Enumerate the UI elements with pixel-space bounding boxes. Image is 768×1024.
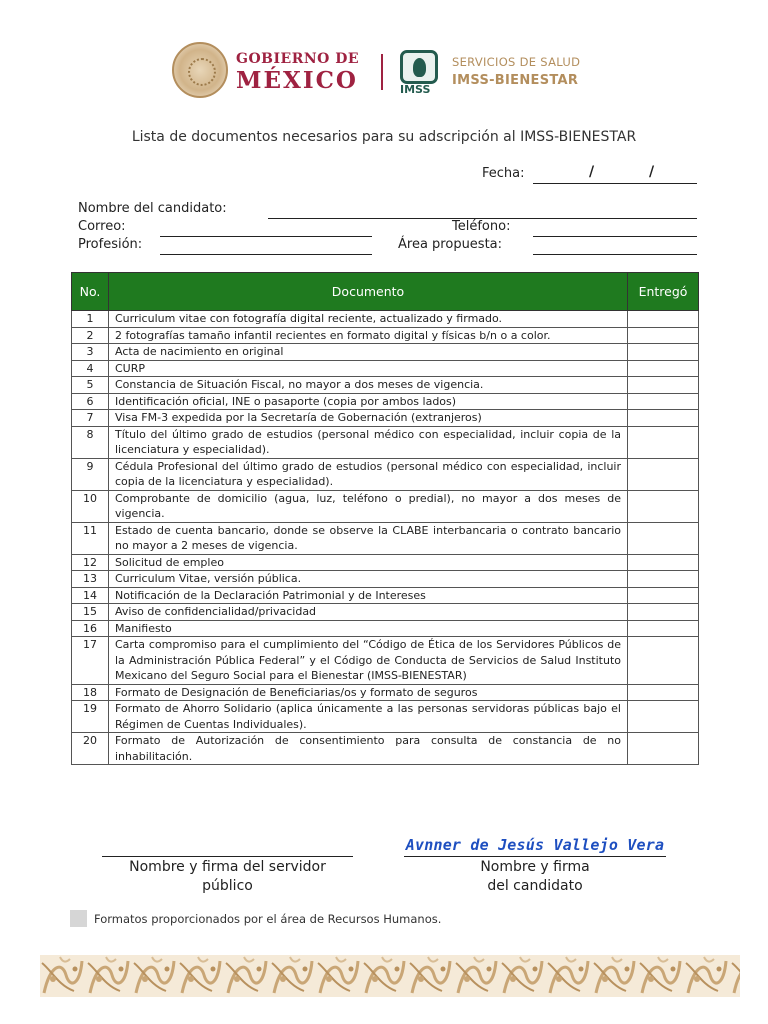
row-number: 20 [72,733,109,765]
row-document: Identificación oficial, INE o pasaporte (copia por ambos lados) [109,393,628,410]
row-entrego-cell[interactable] [628,393,699,410]
row-number: 13 [72,571,109,588]
documents-table [71,272,699,765]
gov-logo-line2: MÉXICO [236,67,358,94]
table-row [72,426,699,458]
row-document: Curriculum vitae con fotografía digital reciente, actualizado y firmado. [109,311,628,328]
page-header [168,42,608,102]
row-entrego-cell[interactable] [628,311,699,328]
row-number: 17 [72,637,109,685]
row-number: 1 [72,311,109,328]
row-document: Comprobante de domicilio (agua, luz, teléfono o predial), no mayor a dos meses de vigencia. [109,490,628,522]
table-row [72,701,699,733]
row-entrego-cell[interactable] [628,360,699,377]
date-slash-1: / [589,164,595,180]
row-number: 7 [72,410,109,427]
row-document: Cédula Profesional del último grado de estudios (personal médico con especialidad, incluir copia de la licenciatura y especialidad). [109,458,628,490]
mexico-seal-icon [172,42,228,98]
area-field-line[interactable] [533,254,697,255]
table-row [72,458,699,490]
row-entrego-cell[interactable] [628,554,699,571]
table-row [72,344,699,361]
servidor-caption-line2: público [202,878,253,894]
row-number: 9 [72,458,109,490]
row-number: 3 [72,344,109,361]
table-row [72,377,699,394]
fecha-field-line[interactable] [533,183,697,184]
candidato-caption [404,858,666,896]
footnote: Formatos proporcionados por el área de Recursos Humanos. [94,912,442,926]
row-number: 12 [72,554,109,571]
table-row [72,733,699,765]
header-no: No. [72,273,109,311]
row-document: CURP [109,360,628,377]
row-entrego-cell[interactable] [628,733,699,765]
table-row [72,554,699,571]
row-number: 18 [72,684,109,701]
row-document: Formato de Designación de Beneficiarias/os y formato de seguros [109,684,628,701]
table-row [72,393,699,410]
row-entrego-cell[interactable] [628,410,699,427]
row-document: Formato de Ahorro Solidario (aplica únicamente a las personas servidoras públicas bajo el Régimen de Cuentas Individuales). [109,701,628,733]
row-document: Acta de nacimiento en original [109,344,628,361]
row-document: Aviso de confidencialidad/privacidad [109,604,628,621]
servidor-caption-line1: Nombre y firma del servidor [129,859,326,875]
candidate-signed-name: Avnner de Jesús Vallejo Vera [405,836,665,854]
row-document: Estado de cuenta bancario, donde se observe la CLABE interbancaria o contrato bancario no mayor a 2 meses de vigencia. [109,522,628,554]
row-entrego-cell[interactable] [628,522,699,554]
table-row [72,620,699,637]
table-header-row [72,273,699,311]
row-document: Manifiesto [109,620,628,637]
gray-legend-swatch [70,910,87,927]
candidato-caption-line2: del candidato [487,878,583,894]
correo-field-line[interactable] [160,236,372,237]
header-documento: Documento [109,273,628,311]
header-entrego: Entregó [628,273,699,311]
services-line1: SERVICIOS DE SALUD [452,55,581,69]
row-entrego-cell[interactable] [628,490,699,522]
gov-logo-line1: GOBIERNO DE [236,51,360,67]
candidato-caption-line1: Nombre y firma [480,859,590,875]
profesion-field-line[interactable] [160,254,372,255]
row-document: Constancia de Situación Fiscal, no mayor a dos meses de vigencia. [109,377,628,394]
table-row [72,410,699,427]
row-entrego-cell[interactable] [628,620,699,637]
telefono-field-line[interactable] [533,236,697,237]
row-document: Solicitud de empleo [109,554,628,571]
row-number: 19 [72,701,109,733]
row-number: 4 [72,360,109,377]
row-document: Visa FM-3 expedida por la Secretaría de Gobernación (extranjeros) [109,410,628,427]
row-entrego-cell[interactable] [628,587,699,604]
table-row [72,360,699,377]
table-row [72,522,699,554]
table-row [72,571,699,588]
area-label: Área propuesta: [398,237,503,252]
imss-logo-text: IMSS [400,83,431,96]
row-document: Carta compromiso para el cumplimiento del “Código de Ética de los Servidores Públicos de la Administración Pública Federal” y el Código de Conducta de Servicios de Salud Instituto Mexicano del Seguro Social para el Bienestar (IMSS-BIENESTAR) [109,637,628,685]
row-entrego-cell[interactable] [628,571,699,588]
page-title: Lista de documentos necesarios para su adscripción al IMSS-BIENESTAR [131,129,637,145]
row-document: Notificación de la Declaración Patrimonial y de Intereses [109,587,628,604]
row-number: 6 [72,393,109,410]
servidor-caption [102,858,353,896]
table-row [72,587,699,604]
row-document: Formato de Autorización de consentimiento para consulta de constancia de no inhabilitación. [109,733,628,765]
row-entrego-cell[interactable] [628,327,699,344]
telefono-label: Teléfono: [452,219,511,234]
profesion-label: Profesión: [78,237,143,252]
row-entrego-cell[interactable] [628,701,699,733]
servidor-signature-line[interactable] [102,856,353,857]
fecha-label: Fecha: [482,166,525,181]
table-row [72,490,699,522]
row-number: 5 [72,377,109,394]
nombre-label: Nombre del candidato: [78,201,227,216]
row-entrego-cell[interactable] [628,426,699,458]
table-row [72,311,699,328]
row-number: 2 [72,327,109,344]
row-document: Título del último grado de estudios (personal médico con especialidad, incluir copia de la licenciatura y especialidad). [109,426,628,458]
row-number: 14 [72,587,109,604]
row-entrego-cell[interactable] [628,377,699,394]
date-slash-2: / [649,164,655,180]
decorative-pattern-band [40,955,740,997]
row-entrego-cell[interactable] [628,344,699,361]
header-divider [381,54,383,90]
table-row [72,684,699,701]
row-number: 10 [72,490,109,522]
table-row [72,604,699,621]
row-entrego-cell[interactable] [628,684,699,701]
candidato-signature-line[interactable] [404,856,666,857]
row-document: 2 fotografías tamaño infantil recientes en formato digital y físicas b/n o a color. [109,327,628,344]
row-entrego-cell[interactable] [628,637,699,685]
row-number: 11 [72,522,109,554]
row-document: Curriculum Vitae, versión pública. [109,571,628,588]
services-line2: IMSS-BIENESTAR [452,73,579,88]
imss-logo-icon [400,50,438,84]
row-entrego-cell[interactable] [628,458,699,490]
table-row [72,637,699,685]
row-number: 15 [72,604,109,621]
table-row [72,327,699,344]
row-entrego-cell[interactable] [628,604,699,621]
row-number: 8 [72,426,109,458]
row-number: 16 [72,620,109,637]
correo-label: Correo: [78,219,126,234]
